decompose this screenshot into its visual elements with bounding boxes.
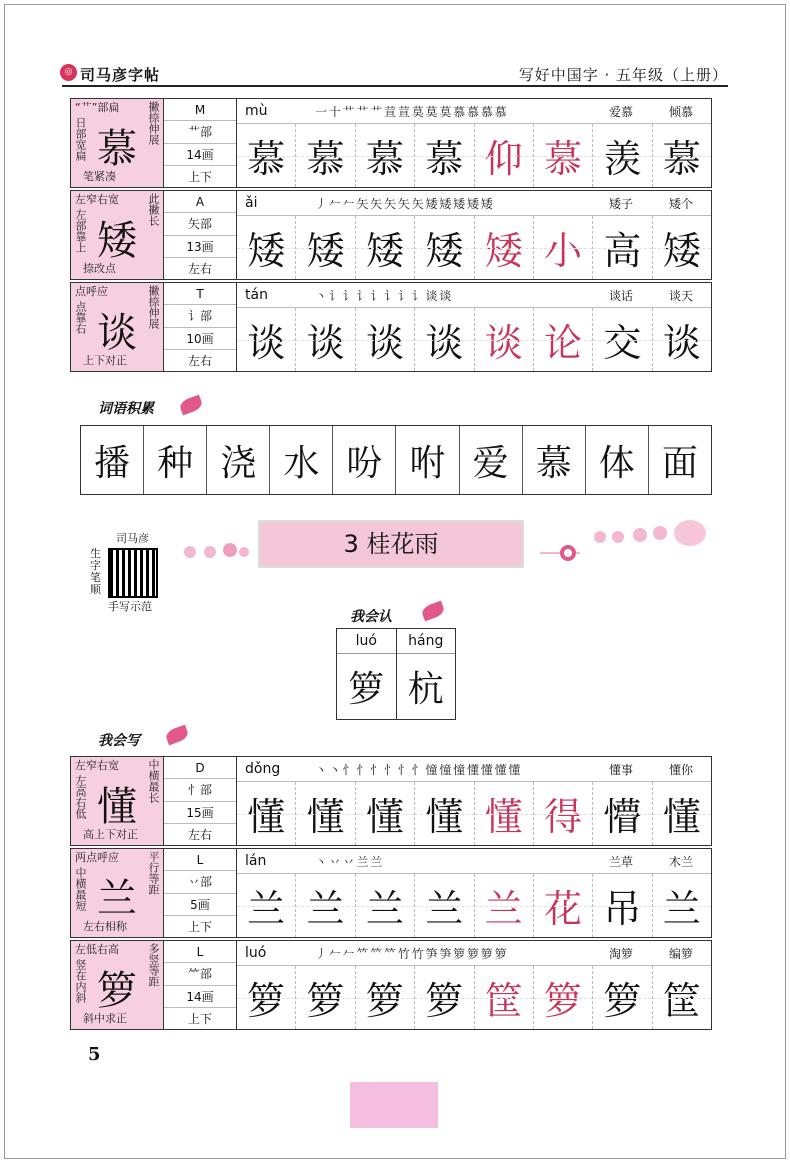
writing-tip: 日部宽扁 [74,117,87,161]
vocab-grid [80,425,712,495]
example-word: 谈话 [608,288,633,303]
char-info [164,283,237,371]
tip-panel [71,757,164,845]
vocab-char: 面 [661,442,698,484]
writing-tip: 上下对正 [83,354,127,367]
practice-cells [237,216,711,279]
book-title: 写好中国字 · 五年级（上册） [518,66,728,84]
writing-tip: 捺改点 [83,262,116,275]
practice-cell[interactable]: 慕 [296,124,355,187]
writing-tip: 此撇长 [147,193,160,226]
practice-cell[interactable]: 兰 [237,874,296,937]
index-letter: T [164,283,236,305]
brand-name: 司马彦字帖 [80,66,161,84]
vocab-char: 爱 [460,426,523,494]
practice-cell[interactable]: 谈 [653,308,711,371]
example-word: 编箩 [668,946,693,961]
practice-area [237,191,711,279]
vocab-char: 种 [144,426,207,494]
practice-cell[interactable]: 矮 [296,216,355,279]
writing-tip: 竖在内斜 [74,959,87,1003]
practice-cell[interactable]: 兰 [356,874,415,937]
pinyin: dǒng [245,761,281,777]
practice-cell[interactable]: 箩 [415,966,474,1029]
stroke-count: 14画 [164,144,236,166]
practice-cell[interactable]: 筐 [653,966,711,1029]
practice-cell[interactable]: 论 [534,308,593,371]
practice-cell[interactable]: 矮 [475,216,534,279]
practice-cell[interactable]: 得 [534,782,593,845]
example-word: 兰草 [608,854,633,869]
model-character: 慕 [97,126,137,172]
writing-tip: 中横最短 [74,867,87,911]
radical: 忄部 [164,779,236,801]
writing-tip: 左低右高 [75,943,119,956]
practice-cell[interactable]: 懵 [593,782,652,845]
example-word: 懂你 [668,762,693,777]
example-word: 懂事 [608,762,633,777]
vocab-char: 水 [270,426,333,494]
writing-tip: 撇捺伸展 [147,285,160,329]
practice-cell[interactable]: 矮 [356,216,415,279]
character-row [70,756,712,846]
practice-cell[interactable]: 懂 [237,782,296,845]
structure: 左右 [187,827,212,842]
practice-cell[interactable]: 箩 [534,966,593,1029]
stroke-sequence: 丿 𠂉 𠂉 𥫗 𥫗 𥫗 竹 竹 笋 笋 箩 箩 箩 箩 [315,946,506,961]
recognise-pinyin: háng [397,629,456,654]
practice-area [237,941,711,1029]
example-word: 淘箩 [608,946,633,961]
structure: 上下 [187,169,212,184]
qr-side-label: 生字笔顺 [90,547,101,596]
practice-area [237,849,711,937]
practice-cell[interactable]: 矮 [653,216,711,279]
vocab-char: 浇 [207,426,270,494]
character-row [70,848,712,938]
stroke-order-bar [237,941,711,966]
example-word: 谈天 [668,288,693,303]
qr-foot-label: 手写示范 [108,600,152,613]
practice-cell[interactable]: 小 [534,216,593,279]
stroke-order-bar [237,99,711,124]
practice-cells [237,124,711,187]
stroke-order-bar [237,191,711,216]
recognise-item [337,629,397,719]
qr-label: 司马彦 [116,532,149,545]
stroke-count: 14画 [164,986,236,1008]
writing-tip: 高上下对正 [83,828,138,841]
practice-cell[interactable]: 慕 [653,124,711,187]
example-word: 矮个 [668,196,693,211]
practice-cell[interactable]: 慕 [534,124,593,187]
practice-cell[interactable]: 箩 [237,966,296,1029]
practice-area [237,757,711,845]
example-word: 倾慕 [668,104,693,119]
practice-cell[interactable]: 高 [593,216,652,279]
vocab-char: 慕 [523,426,586,494]
header-divider [62,85,728,87]
practice-cell[interactable]: 懂 [653,782,711,845]
qr-code-icon[interactable] [108,548,158,598]
pinyin: ǎi [245,195,258,211]
stroke-count: 10画 [164,328,236,350]
stroke-sequence: 一 十 艹 艹 艹 荁 荁 莫 莫 莫 慕 慕 慕 慕 [315,104,506,119]
tip-panel [71,283,164,371]
tip-panel [71,99,164,187]
practice-cells [237,874,711,937]
practice-cell[interactable]: 懂 [415,782,474,845]
stroke-order-bar [237,283,711,308]
stroke-count: 5画 [164,894,236,916]
practice-cell[interactable]: 懂 [296,782,355,845]
writing-tip: 两点呼应 [75,851,119,864]
writing-tip: 左窄右宽 [75,759,119,772]
practice-cell[interactable]: 交 [593,308,652,371]
practice-cell[interactable]: 箩 [296,966,355,1029]
writing-tip: 平行等距 [147,851,160,895]
character-row [70,190,712,280]
radical: ⺮部 [164,963,236,985]
structure: 左右 [187,261,212,276]
practice-cell[interactable]: 谈 [296,308,355,371]
structure: 左右 [187,353,212,368]
vocab-label: 词语积累 [98,401,154,417]
index-letter: L [164,849,236,871]
recognise-item [397,629,456,719]
recognise-pinyin: luó [337,629,396,654]
practice-cell[interactable]: 兰 [415,874,474,937]
writing-tip: 多竖等距 [147,943,160,987]
practice-cell[interactable]: 懂 [356,782,415,845]
model-character: 箩 [97,968,137,1014]
char-info [164,99,237,187]
practice-cell[interactable]: 花 [534,874,593,937]
recognise-label: 我会认 [350,609,392,625]
writing-tip: 点靠右 [74,301,87,334]
pinyin: lán [245,853,267,869]
writing-tip: 左窄右宽 [75,193,119,206]
writing-tip: 撇捺伸展 [147,101,160,145]
hen-decoration-icon [540,515,715,565]
recognise-box [336,628,456,720]
char-info [164,757,237,845]
writing-tip: 笔紧凑 [83,170,116,183]
model-character: 懂 [97,784,137,830]
vocab-char: 咐 [396,426,459,494]
practice-cell[interactable]: 兰 [475,874,534,937]
writing-tip: 斜中求正 [83,1012,127,1025]
pinyin: mù [245,103,268,119]
model-character: 谈 [97,310,137,356]
writing-tip: 中横最长 [147,759,160,803]
practice-cell[interactable]: 矮 [415,216,474,279]
writing-tip: “艹”部扁 [75,101,120,114]
practice-cell[interactable]: 箩 [593,966,652,1029]
index-letter: L [164,941,236,963]
practice-cell[interactable]: 矮 [237,216,296,279]
practice-cell[interactable]: 筐 [475,966,534,1029]
vocab-char: 播 [81,426,144,494]
practice-cells [237,308,711,371]
recognise-char: 箩 [348,669,385,710]
index-letter: M [164,99,236,121]
practice-cell[interactable]: 慕 [415,124,474,187]
char-info [164,191,237,279]
stroke-sequence: 丶 讠 讠 讠 讠 讠 讠 讠 谈 谈 [315,288,451,303]
recognise-char: 杭 [407,669,444,710]
pinyin: luó [245,945,267,961]
practice-cell[interactable]: 羡 [593,124,652,187]
model-character: 矮 [97,218,137,264]
example-word: 木兰 [668,854,693,869]
brand-logo-icon: ◎ [60,64,77,81]
example-word: 爱慕 [608,104,633,119]
example-word: 矮子 [608,196,633,211]
stroke-count: 13画 [164,236,236,258]
practice-cells [237,782,711,845]
stroke-sequence: 丶 丷 丷 兰 兰 [315,854,382,869]
stroke-sequence: 丶 丶 忄 忄 忄 忄 忄 忄 憧 憧 憧 懂 懂 懂 懂 [315,762,520,777]
model-character: 兰 [97,876,137,922]
writing-tip: 左右相称 [83,920,127,933]
practice-cells [237,966,711,1029]
char-info [164,941,237,1029]
pinyin: tán [245,287,268,303]
page-number: 5 [88,1044,101,1065]
practice-cell[interactable]: 仰 [475,124,534,187]
vocab-char: 体 [586,426,649,494]
practice-cell[interactable]: 懂 [475,782,534,845]
practice-cell[interactable]: 吊 [593,874,652,937]
practice-cell[interactable]: 谈 [356,308,415,371]
index-letter: D [164,757,236,779]
writing-tip: 左部靠上 [74,209,87,253]
lesson-title: 3 桂花雨 [258,520,524,568]
practice-cell[interactable]: 箩 [356,966,415,1029]
practice-cell[interactable]: 谈 [475,308,534,371]
practice-cell[interactable]: 慕 [356,124,415,187]
chicks-decoration-icon [180,540,250,560]
radical: 讠部 [164,305,236,327]
stroke-order-bar [237,849,711,874]
structure: 上下 [187,919,212,934]
practice-cell[interactable]: 兰 [296,874,355,937]
stroke-sequence: 丿 𠂉 𠂉 矢 矢 矢 矢 矢 矮 矮 矮 矮 矮 [315,196,492,211]
writing-tip: 左高右低 [74,775,87,819]
radical: 丷部 [164,871,236,893]
tip-panel [71,941,164,1029]
index-letter: A [164,191,236,213]
radical: 矢部 [164,213,236,235]
practice-cell[interactable]: 慕 [237,124,296,187]
character-row [70,282,712,372]
tip-panel [71,849,164,937]
writing-tip: 点呼应 [75,285,108,298]
practice-area [237,99,711,187]
practice-cell[interactable]: 谈 [237,308,296,371]
pink-tab [350,1082,438,1128]
vocab-char: 吩 [333,426,396,494]
write-label: 我会写 [98,733,140,749]
character-row [70,940,712,1030]
tip-panel [71,191,164,279]
practice-area [237,283,711,371]
char-info [164,849,237,937]
practice-cell[interactable]: 兰 [653,874,711,937]
character-row [70,98,712,188]
structure: 上下 [187,1011,212,1026]
stroke-count: 15画 [164,802,236,824]
radical: 艹部 [164,121,236,143]
practice-cell[interactable]: 谈 [415,308,474,371]
stroke-order-bar [237,757,711,782]
